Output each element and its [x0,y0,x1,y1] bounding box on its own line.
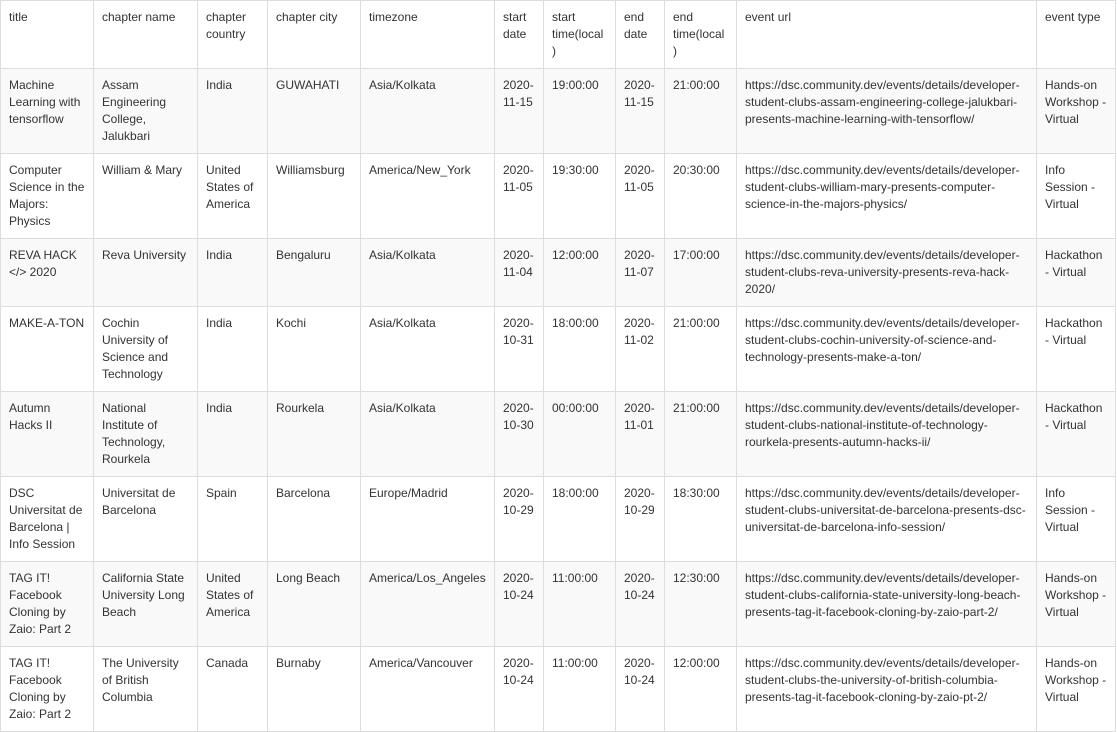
column-header[interactable]: title [1,1,94,69]
cell-start-date: 2020-11-04 [495,239,544,307]
column-header[interactable]: end time(local) [665,1,737,69]
cell-start-date: 2020-10-30 [495,392,544,477]
table-row [1,239,1116,307]
cell-event-type: Hands-on Workshop - Virtual [1037,69,1116,154]
cell-start-time: 18:00:00 [544,477,616,562]
column-header[interactable]: timezone [361,1,495,69]
cell-title: MAKE-A-TON [1,307,94,392]
table-row [1,69,1116,154]
cell-title: Computer Science in the Majors: Physics [1,154,94,239]
cell-timezone: America/New_York [361,154,495,239]
cell-event-url: https://dsc.community.dev/events/details/developer-student-clubs-california-state-university-long-beach-presents-tag-it-facebook-cloning-by-zaio-part-2/ [737,562,1037,647]
cell-start-time: 19:30:00 [544,154,616,239]
cell-chapter-name: National Institute of Technology, Rourkela [94,392,198,477]
table-row [1,154,1116,239]
cell-title: TAG IT! Facebook Cloning by Zaio: Part 2 [1,647,94,732]
cell-event-url: https://dsc.community.dev/events/details/developer-student-clubs-william-mary-presents-computer-science-in-the-majors-physics/ [737,154,1037,239]
cell-start-date: 2020-10-24 [495,647,544,732]
cell-chapter-name: California State University Long Beach [94,562,198,647]
column-header[interactable]: event url [737,1,1037,69]
cell-end-date: 2020-10-24 [616,647,665,732]
cell-start-date: 2020-10-29 [495,477,544,562]
cell-timezone: Europe/Madrid [361,477,495,562]
cell-chapter-country: India [198,307,268,392]
cell-end-time: 12:30:00 [665,562,737,647]
cell-chapter-country: India [198,392,268,477]
cell-end-date: 2020-11-07 [616,239,665,307]
cell-chapter-city: GUWAHATI [268,69,361,154]
cell-chapter-name: Cochin University of Science and Technology [94,307,198,392]
cell-title: TAG IT! Facebook Cloning by Zaio: Part 2 [1,562,94,647]
cell-end-date: 2020-10-24 [616,562,665,647]
cell-title: REVA HACK </> 2020 [1,239,94,307]
cell-event-type: Hackathon - Virtual [1037,392,1116,477]
cell-title: Machine Learning with tensorflow [1,69,94,154]
cell-chapter-name: Reva University [94,239,198,307]
cell-chapter-name: William & Mary [94,154,198,239]
cell-chapter-country: India [198,69,268,154]
cell-end-time: 21:00:00 [665,69,737,154]
cell-end-date: 2020-11-05 [616,154,665,239]
cell-end-date: 2020-11-15 [616,69,665,154]
header-row [1,1,1116,69]
cell-chapter-name: Assam Engineering College, Jalukbari [94,69,198,154]
cell-event-type: Info Session - Virtual [1037,477,1116,562]
cell-chapter-country: Spain [198,477,268,562]
cell-chapter-city: Long Beach [268,562,361,647]
cell-event-type: Hackathon - Virtual [1037,239,1116,307]
table-row [1,392,1116,477]
cell-end-date: 2020-11-02 [616,307,665,392]
column-header[interactable]: event type [1037,1,1116,69]
cell-start-date: 2020-10-31 [495,307,544,392]
column-header[interactable]: chapter country [198,1,268,69]
cell-end-time: 21:00:00 [665,307,737,392]
cell-event-type: Hands-on Workshop - Virtual [1037,562,1116,647]
cell-start-date: 2020-11-05 [495,154,544,239]
table-row [1,307,1116,392]
table-row [1,477,1116,562]
cell-chapter-name: The University of British Columbia [94,647,198,732]
cell-chapter-country: United States of America [198,562,268,647]
cell-chapter-city: Kochi [268,307,361,392]
cell-title: DSC Universitat de Barcelona | Info Session [1,477,94,562]
cell-end-date: 2020-10-29 [616,477,665,562]
cell-title: Autumn Hacks II [1,392,94,477]
column-header[interactable]: end date [616,1,665,69]
column-header[interactable]: start time(local) [544,1,616,69]
cell-start-time: 12:00:00 [544,239,616,307]
cell-event-type: Hackathon - Virtual [1037,307,1116,392]
cell-chapter-country: India [198,239,268,307]
table-row [1,562,1116,647]
cell-chapter-city: Burnaby [268,647,361,732]
cell-event-url: https://dsc.community.dev/events/details/developer-student-clubs-reva-university-presents-reva-hack-2020/ [737,239,1037,307]
cell-start-time: 18:00:00 [544,307,616,392]
cell-event-type: Hands-on Workshop - Virtual [1037,647,1116,732]
column-header[interactable]: chapter name [94,1,198,69]
cell-chapter-city: Bengaluru [268,239,361,307]
cell-start-time: 11:00:00 [544,562,616,647]
cell-end-time: 18:30:00 [665,477,737,562]
cell-start-time: 19:00:00 [544,69,616,154]
cell-timezone: Asia/Kolkata [361,69,495,154]
cell-chapter-city: Williamsburg [268,154,361,239]
column-header[interactable]: chapter city [268,1,361,69]
cell-start-time: 11:00:00 [544,647,616,732]
cell-start-date: 2020-11-15 [495,69,544,154]
cell-event-url: https://dsc.community.dev/events/details/developer-student-clubs-universitat-de-barcelona-presents-dsc-universitat-de-barcelona-info-session/ [737,477,1037,562]
table-row [1,647,1116,732]
cell-chapter-name: Universitat de Barcelona [94,477,198,562]
column-header[interactable]: start date [495,1,544,69]
cell-event-type: Info Session - Virtual [1037,154,1116,239]
cell-event-url: https://dsc.community.dev/events/details/developer-student-clubs-cochin-university-of-science-and-technology-presents-make-a-ton/ [737,307,1037,392]
cell-timezone: Asia/Kolkata [361,239,495,307]
cell-end-time: 12:00:00 [665,647,737,732]
cell-end-time: 21:00:00 [665,392,737,477]
cell-event-url: https://dsc.community.dev/events/details/developer-student-clubs-national-institute-of-technology-rourkela-presents-autumn-hacks-ii/ [737,392,1037,477]
cell-start-date: 2020-10-24 [495,562,544,647]
cell-chapter-city: Rourkela [268,392,361,477]
cell-chapter-country: Canada [198,647,268,732]
cell-timezone: Asia/Kolkata [361,307,495,392]
cell-timezone: America/Los_Angeles [361,562,495,647]
cell-timezone: America/Vancouver [361,647,495,732]
cell-chapter-city: Barcelona [268,477,361,562]
cell-end-time: 17:00:00 [665,239,737,307]
cell-event-url: https://dsc.community.dev/events/details/developer-student-clubs-the-university-of-british-columbia-presents-tag-it-facebook-cloning-by-zaio-pt-2/ [737,647,1037,732]
cell-event-url: https://dsc.community.dev/events/details/developer-student-clubs-assam-engineering-college-jalukbari-presents-machine-learning-with-tensorflow/ [737,69,1037,154]
cell-end-time: 20:30:00 [665,154,737,239]
cell-end-date: 2020-11-01 [616,392,665,477]
cell-chapter-country: United States of America [198,154,268,239]
cell-timezone: Asia/Kolkata [361,392,495,477]
cell-start-time: 00:00:00 [544,392,616,477]
